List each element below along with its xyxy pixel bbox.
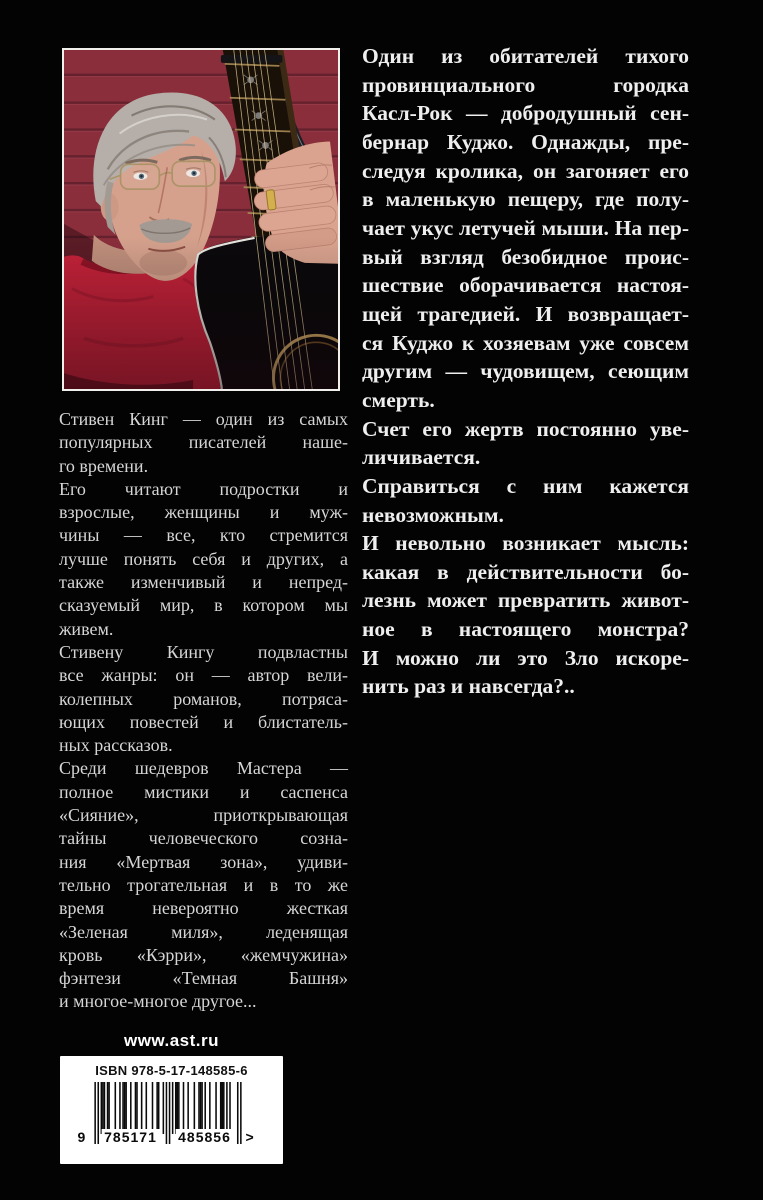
- text-line: время невероятно жесткая: [59, 898, 348, 919]
- author-photo-illustration: [64, 50, 338, 389]
- text-line: провинциального городка: [362, 72, 689, 97]
- photo-vignette: [64, 50, 338, 389]
- text-line: И можно ли это Зло искоре-: [362, 645, 689, 670]
- text-line: Счет его жертв постоянно уве-: [362, 416, 689, 441]
- paragraph: [362, 529, 689, 701]
- text-line: Касл-Рок — добродушный сен-: [362, 101, 689, 126]
- paragraph: [362, 42, 689, 415]
- text-line: и многое-многое другое...: [59, 991, 257, 1012]
- paragraph: [59, 757, 348, 1013]
- text-line: И невольно возникает мысль:: [362, 531, 689, 556]
- synopsis-text: [362, 42, 689, 701]
- text-line: Стивену Кингу подвластны: [59, 641, 348, 662]
- text-line: ся Куджо к хозяевам уже совсем: [362, 330, 689, 355]
- author-bio-text: [59, 408, 348, 1014]
- text-line: Один из обитателей тихого: [362, 44, 689, 68]
- publisher-website: www.ast.ru: [123, 1031, 220, 1050]
- text-line: бернар Куджо. Однажды, пре-: [362, 129, 689, 154]
- text-line: Среди шедевров Мастера —: [59, 758, 348, 779]
- text-line: невозможным.: [362, 502, 504, 527]
- text-line: ных рассказов.: [59, 735, 173, 756]
- text-line: тельно трогательная и в то же: [59, 874, 348, 895]
- paragraph: [59, 408, 348, 478]
- text-line: в маленькую пещеру, где полу-: [362, 187, 689, 212]
- text-line: ющих повестей и блистатель-: [59, 711, 348, 732]
- text-line: чает укус летучей мыши. На пер-: [362, 215, 689, 240]
- text-line: личивается.: [362, 445, 481, 470]
- author-photo: [62, 48, 340, 391]
- text-line: какая в действительности бо-: [362, 559, 689, 584]
- paragraph: [362, 472, 689, 529]
- text-line: взрослые, женщины и муж-: [59, 502, 348, 523]
- text-line: «Сияние», приоткрывающая: [59, 805, 348, 826]
- text-line: Его читают подростки и: [59, 478, 348, 499]
- text-line: Стивен Кинг — один из самых: [59, 409, 348, 429]
- barcode: [76, 1082, 268, 1160]
- text-line: также изменчивый и непред-: [59, 572, 348, 593]
- text-line: вый взгляд безобидное проис-: [362, 244, 689, 269]
- text-line: лезнь может превратить живот-: [362, 588, 689, 613]
- barcode-digit-left: 9: [77, 1129, 87, 1145]
- paragraph: [59, 478, 348, 641]
- text-line: следуя кролика, он загоняет его: [362, 158, 689, 183]
- text-line: Справиться с ним кажется: [362, 473, 689, 498]
- text-line: сказуемый мир, в котором мы: [59, 595, 348, 616]
- isbn-label: ISBN 978-5-17-148585-6: [95, 1063, 248, 1078]
- text-line: полное мистики и саспенса: [59, 781, 348, 802]
- paragraph: [362, 415, 689, 472]
- barcode-tail-arrow: >: [245, 1129, 255, 1145]
- text-line: колепных романов, потряса-: [59, 688, 348, 709]
- text-line: чины — все, кто стремится: [59, 525, 348, 546]
- text-line: популярных писателей наше-: [59, 432, 348, 453]
- text-line: шествие оборачивается настоя-: [362, 273, 689, 298]
- text-line: ния «Мертвая зона», удиви-: [59, 851, 348, 872]
- isbn-barcode-box: [60, 1056, 283, 1164]
- paragraph: [59, 641, 348, 757]
- text-line: все жанры: он — автор вели-: [59, 665, 348, 686]
- text-line: живем.: [59, 618, 114, 639]
- text-line: лучше понять себя и других, а: [59, 548, 348, 569]
- text-line: фэнтези «Темная Башня»: [59, 968, 348, 989]
- text-line: смерть.: [362, 387, 435, 412]
- text-line: ное в настоящего монстра?: [362, 617, 689, 642]
- text-line: щей трагедией. И возвращает-: [362, 301, 689, 326]
- text-line: кровь «Кэрри», «жемчужина»: [59, 944, 348, 965]
- text-line: нить раз и навсегда?..: [362, 674, 575, 699]
- barcode-group-1: 785171: [101, 1129, 160, 1145]
- text-line: другим — чудовищем, сеющим: [362, 359, 689, 384]
- text-line: го времени.: [59, 455, 149, 476]
- text-line: тайны человеческого созна-: [59, 828, 348, 849]
- barcode-group-2: 485856: [175, 1129, 234, 1145]
- text-line: «Зеленая миля», леденящая: [59, 921, 348, 942]
